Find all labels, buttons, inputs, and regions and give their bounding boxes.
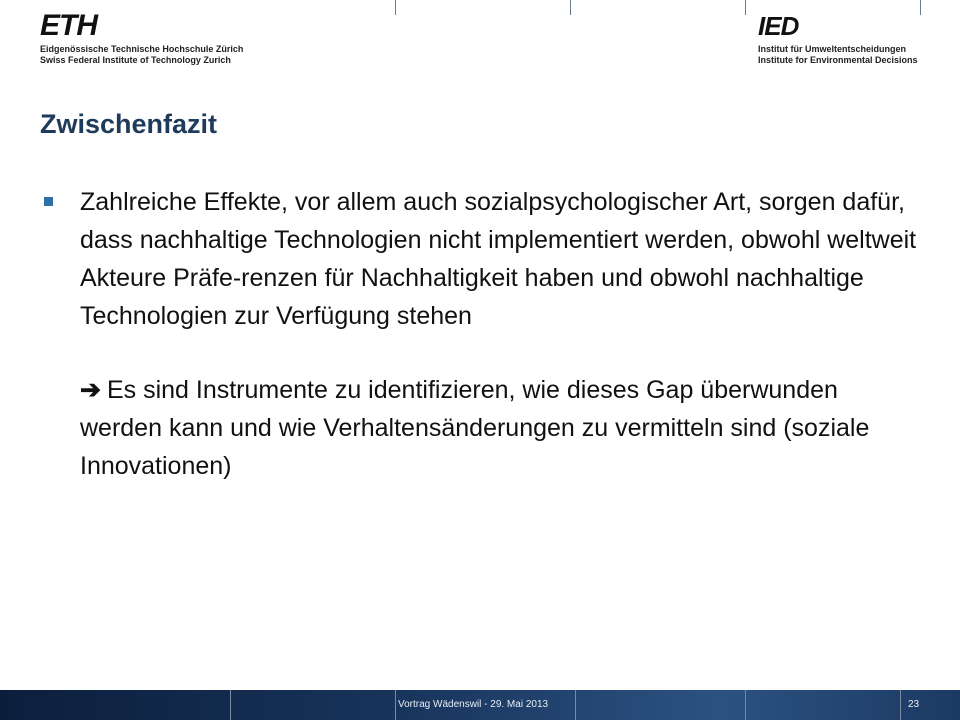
header-divider: [395, 0, 396, 15]
ied-logo-mark: IED: [758, 11, 799, 41]
ied-logo-line1: Institut für Umweltentscheidungen: [758, 44, 907, 54]
eth-logo: [40, 9, 244, 66]
ied-logo-line2: Institute for Environmental Decisions: [758, 55, 918, 65]
footer-text: Vortrag Wädenswil - 29. Mai 2013: [398, 699, 549, 710]
bullet-item: [44, 183, 924, 335]
arrow-right-icon: ➔: [80, 376, 101, 404]
conclusion: [44, 371, 924, 485]
header-divider: [920, 0, 921, 15]
footer-divider: [575, 690, 576, 720]
bullet-text: Zahlreiche Effekte, vor allem auch sozialpsychologischer Art, sorgen dafür, dass nachhaltige Technologien nicht implementiert werden, obwohl weltweit Akteure Präfe-renzen für Nachhaltigkeit haben und obwohl nachhaltige Technologien zur Verfügung stehen: [80, 188, 917, 330]
slide-content: [44, 183, 924, 485]
header-divider: [570, 0, 571, 15]
eth-logo-line2: Swiss Federal Institute of Technology Zurich: [40, 55, 231, 65]
eth-logo-mark: ETH: [40, 9, 97, 42]
page-number: 23: [908, 699, 920, 710]
footer-divider: [745, 690, 746, 720]
header-divider: [745, 0, 746, 15]
footer-divider: [900, 690, 901, 720]
ied-logo: [758, 12, 918, 66]
footer-divider: [395, 690, 396, 720]
footer-bar: [0, 690, 960, 720]
slide-title: Zwischenfazit: [40, 109, 218, 139]
eth-logo-line1: Eidgenössische Technische Hochschule Zürich: [40, 44, 244, 54]
square-bullet-icon: [44, 197, 53, 206]
footer-divider: [230, 690, 231, 720]
conclusion-text: Es sind Instrumente zu identifizieren, wie dieses Gap überwunden werden kann und wie Verhaltensänderungen zu vermitteln sind (soziale Innovationen): [80, 376, 870, 480]
